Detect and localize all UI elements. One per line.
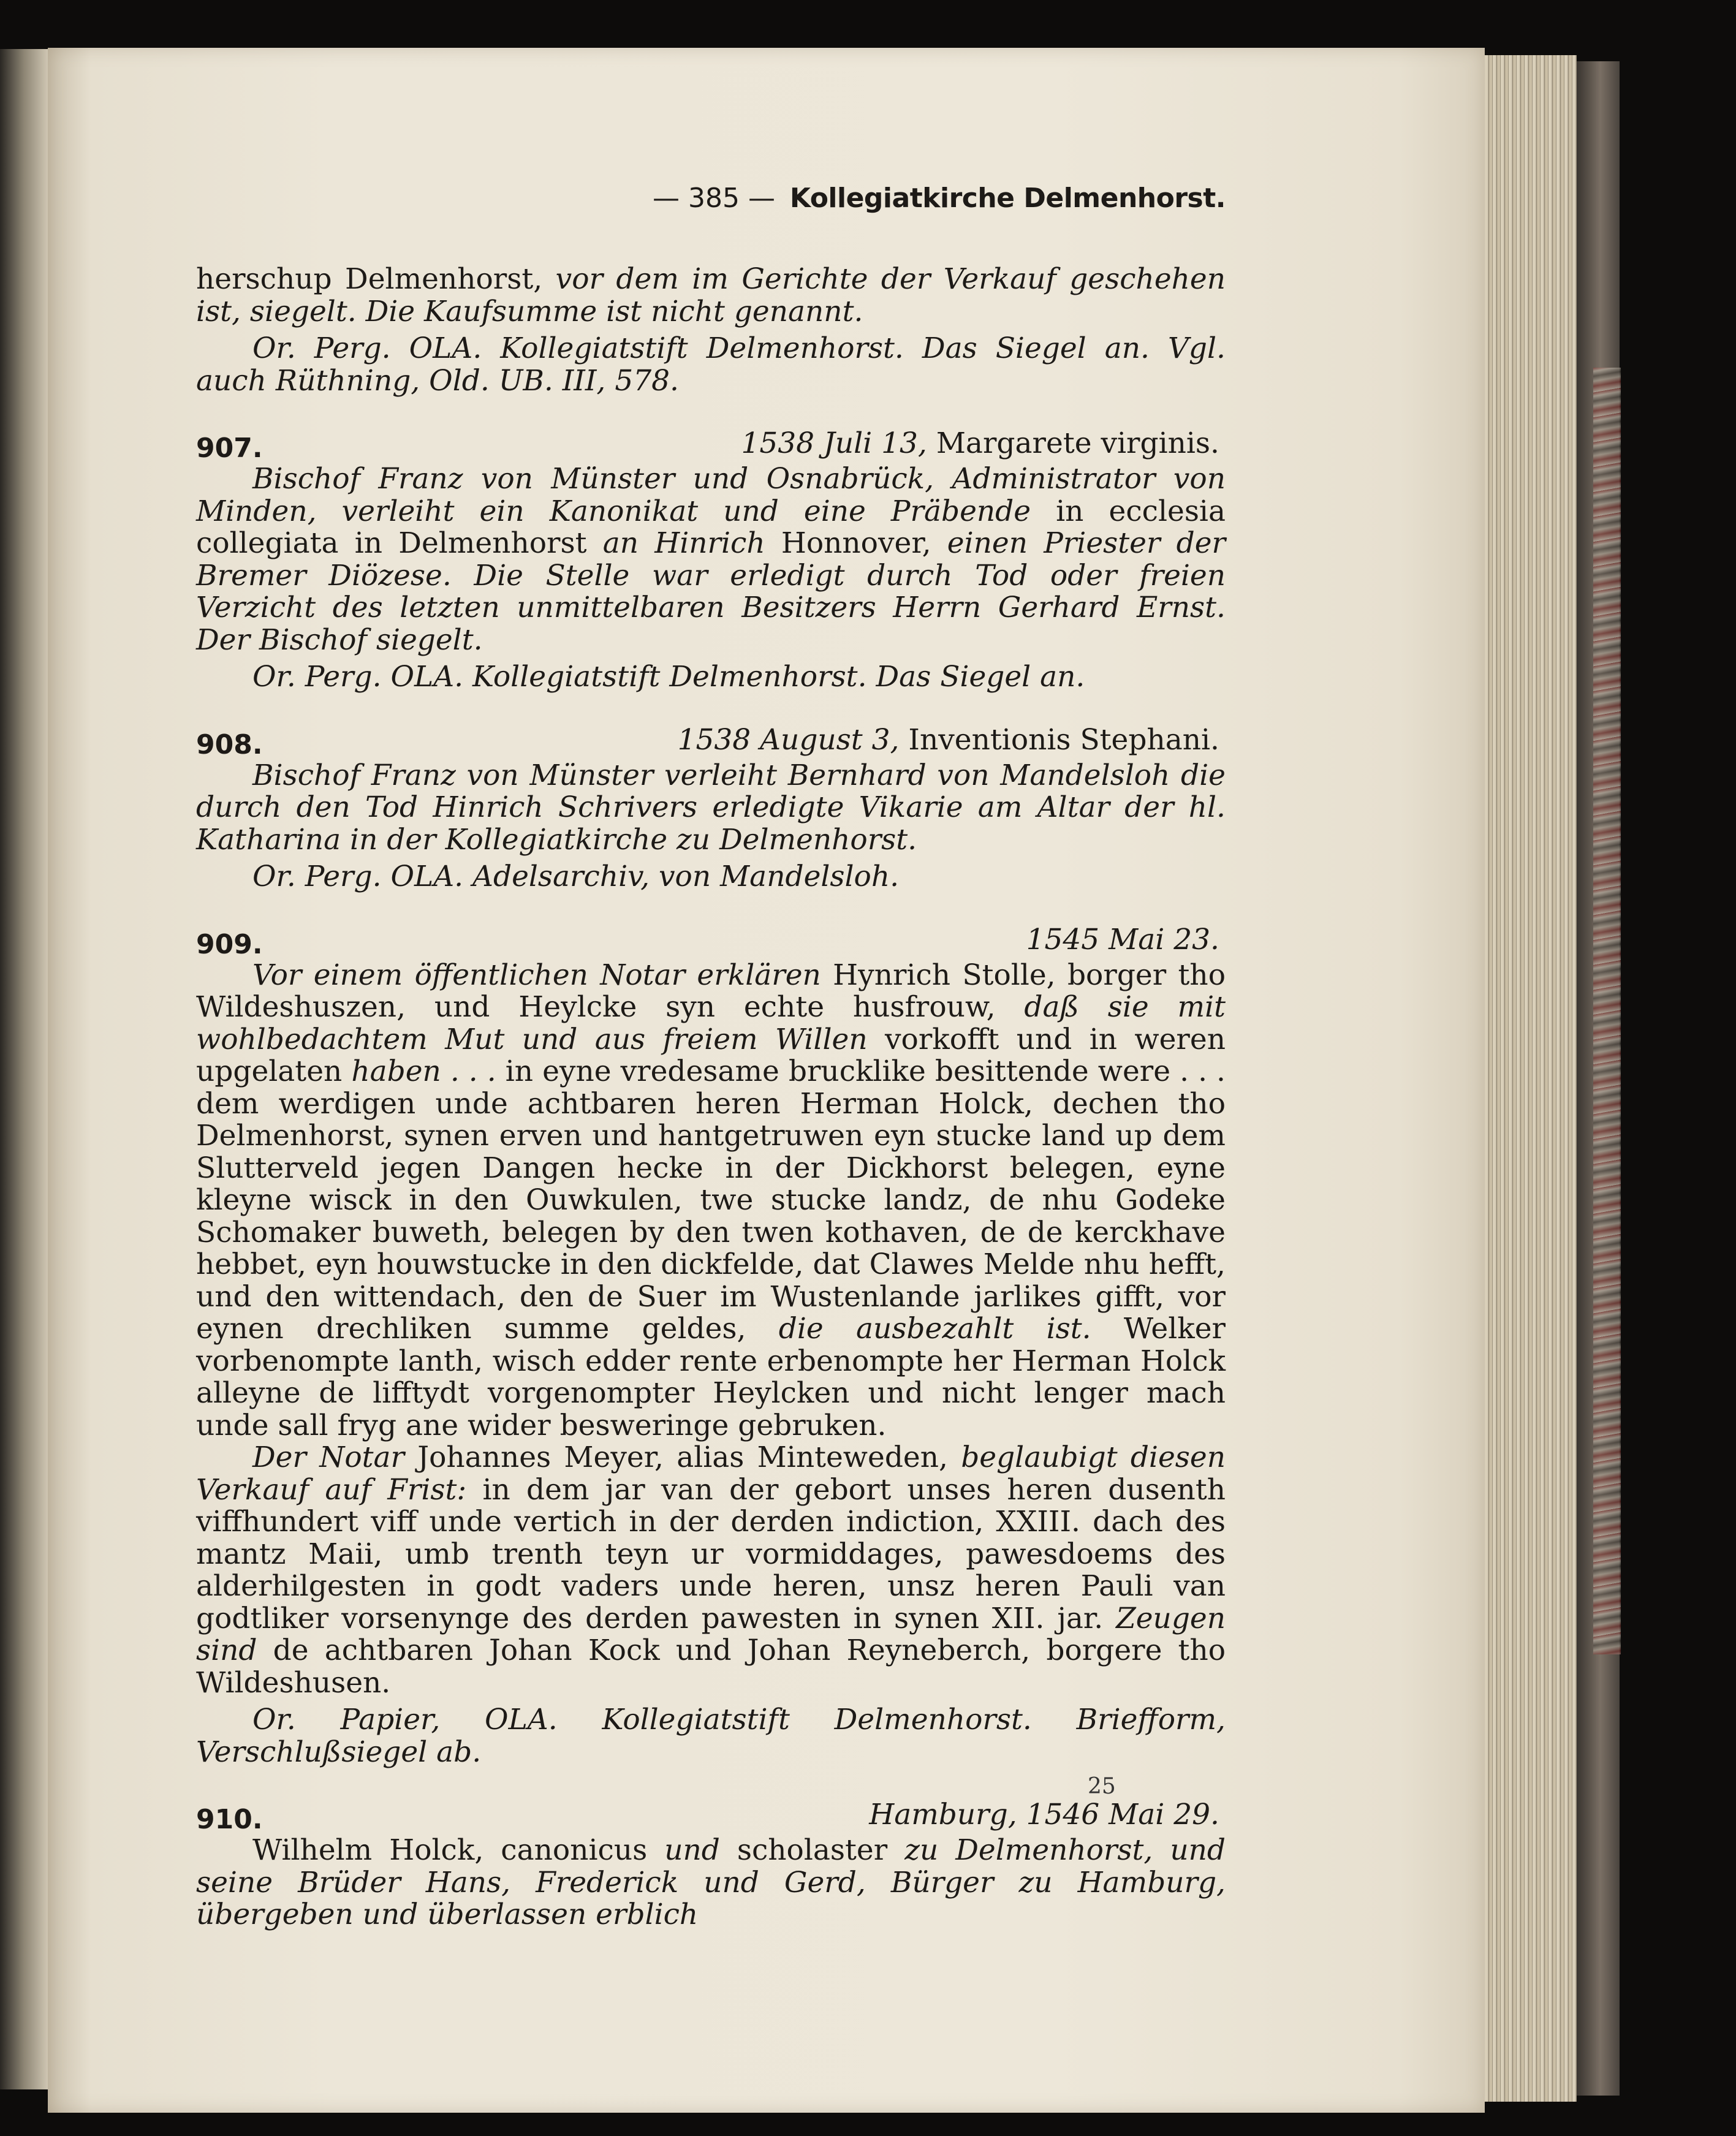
entry-date-italic: Hamburg, 1546 Mai 29. [869,1798,1219,1831]
entry-regest [196,463,1226,656]
intro-source: Or. Perg. OLA. Kollegiatstift Delmenhorst. Das Siegel an. Vgl. auch Rüthning, Old. UB. III, 578. [196,331,1226,398]
regest-segment: Wilhelm Holck, canonicus [252,1833,665,1867]
entry-heading [196,428,1226,463]
entry-regest [196,960,1226,1442]
regest-segment: de achtbaren Johan Kock und Johan Reyneberch, borgere tho Wildeshusen. [196,1634,1226,1700]
entry-number: 907. [196,433,263,464]
entry-regest [196,760,1226,857]
entry-number: 909. [196,928,263,960]
regest-segment: in eyne vredesame brucklike besittende were . . . dem werdigen unde achtbaren heren Herman Holck, dechen tho Delmenhorst, synen erven und hantgetruwen eyn stucke land up dem Slutterveld jegen Dangen hecke in der Dickhorst belegen, eyne kleyne wisck in den Ouwkulen, twe stucke landz, de nhu Godeke Schomaker buweth, belegen by den twen kothaven, de de kerckhave hebbet, eyn houwstucke in den dickfelde, dat Clawes Melde nhu hefft, und den wittendach, den de Suer im Wustenlande jarlikes gifft, vor eynen drechliken summe geldes, [196,1055,1226,1346]
entry-date-feast: Inventionis Stephani. [908,722,1219,757]
regest-segment: daß sie mit wohlbedachtem Mut und aus freiem Willen [196,990,1226,1056]
regest-segment: die ausbezahlt ist. [778,1312,1124,1346]
intro-text-italic: vor dem im Gerichte der Verkauf geschehen ist, siegelt. Die Kaufsumme ist nicht genannt. [196,262,1226,328]
entry-date-italic: 1538 August 3, [677,722,909,757]
regest-segment: Honnover, [781,526,947,560]
entry-date-italic: 1538 Juli 13, [741,426,936,460]
regest-segment: Bischof Franz von Münster und Osnabrück, Administrator von Minden, verleiht ein Kanonikat und eine Präbende [196,462,1226,528]
regest-segment: in dem jar van der gebort unses heren dusenth viffhundert viff unde vertich in der derden indiction, XXIII. dach des mantz Maii, umb trenth teyn ur vormiddages, pawesdoems des alderhilgesten in godt vaders unde heren, unsz heren Pauli van godtliker vorsenynge des derden pawesten in synen XII. jar. [196,1472,1226,1635]
entry-heading [196,724,1226,760]
entry-source: Or. Papier, OLA. Kollegiatstift Delmenhorst. Briefform, Verschlußsiegel ab. [196,1703,1226,1769]
regest-segment: und [664,1833,737,1867]
page-block-edge [1485,55,1577,2102]
entry-heading [196,1799,1226,1835]
regest-segment: Welker vorbenompte lanth, wisch edder rente erbenompte her Herman Holck alleyne de lifftydt vorgenompter Heylcken und nicht lenger mach unde sall fryg ane wider besweringe gebruken. [196,1312,1226,1442]
regest-segment: Vor einem öffentlichen Notar erklären [252,958,833,992]
entry-date [1026,924,1219,956]
regest-segment: Hynrich Stolle, borger tho Wildeshuszen, und Heylcke syn echte husfrouw, [196,958,1226,1024]
entry-date [678,724,1219,757]
running-header [196,178,1226,221]
entry-heading [196,924,1226,960]
intro-text-roman: herschup Delmenhorst, [196,262,556,296]
page-content [196,178,1226,1931]
running-title: Kollegiatkirche Delmenhorst. [789,183,1226,214]
regest-segment: Zeugen sind [196,1601,1226,1667]
entry-regest-continued [196,1442,1226,1699]
regest-segment: in ecclesia collegiata in Delmenhorst [196,494,1226,560]
regest-segment: haben . . . [351,1055,506,1088]
regest-segment: beglaubigt diesen Verkauf auf Frist: [196,1441,1226,1507]
marbled-edge [1593,368,1621,1654]
entry-date-italic: 1545 Mai 23. [1026,922,1219,956]
regest-segment: Johannes Meyer, alias Minteweden, [417,1441,961,1474]
facing-page-edge [0,49,48,2089]
entry-source: Or. Perg. OLA. Kollegiatstift Delmenhorst. Das Siegel an. [252,660,1085,694]
regest-segment: Bischof Franz von Münster verleiht Bernhard von Mandelsloh die durch den Tod Hinrich Schrivers erledigte Vikarie am Altar der hl. Katharina in der Kollegiatkirche zu Delmenhorst. [196,758,1226,857]
entry-date [741,428,1219,460]
entry-number: 908. [196,729,263,760]
regest-segment: scholaster [737,1833,905,1867]
intro-paragraph [196,263,1226,328]
regest-segment: zu Delmenhorst, und seine Brüder Hans, Frederick und Gerd, Bürger zu Hamburg, übergeben und überlassen erblich [196,1833,1226,1931]
signature-mark: 25 [1088,1774,1116,1799]
entry-number: 910. [196,1804,263,1835]
entry-source: Or. Perg. OLA. Adelsarchiv, von Mandelsloh. [252,860,900,893]
regest-segment: vorkofft und in weren upgelaten [196,1022,1226,1088]
regest-segment: einen Priester der Bremer Diözese. Die Stelle war erledigt durch Tod oder freien Verzicht des letzten unmittelbaren Besitzers Herrn Gerhard Ernst. Der Bischof siegelt. [196,526,1226,657]
entry-date-feast: Margarete virginis. [936,426,1219,460]
entry-regest [196,1835,1226,1931]
page-number: — 385 — [653,183,775,214]
regest-segment: Der Notar [252,1441,418,1474]
entries [196,428,1226,1931]
entry-date [869,1799,1219,1831]
regest-segment: an Hinrich [602,526,781,560]
